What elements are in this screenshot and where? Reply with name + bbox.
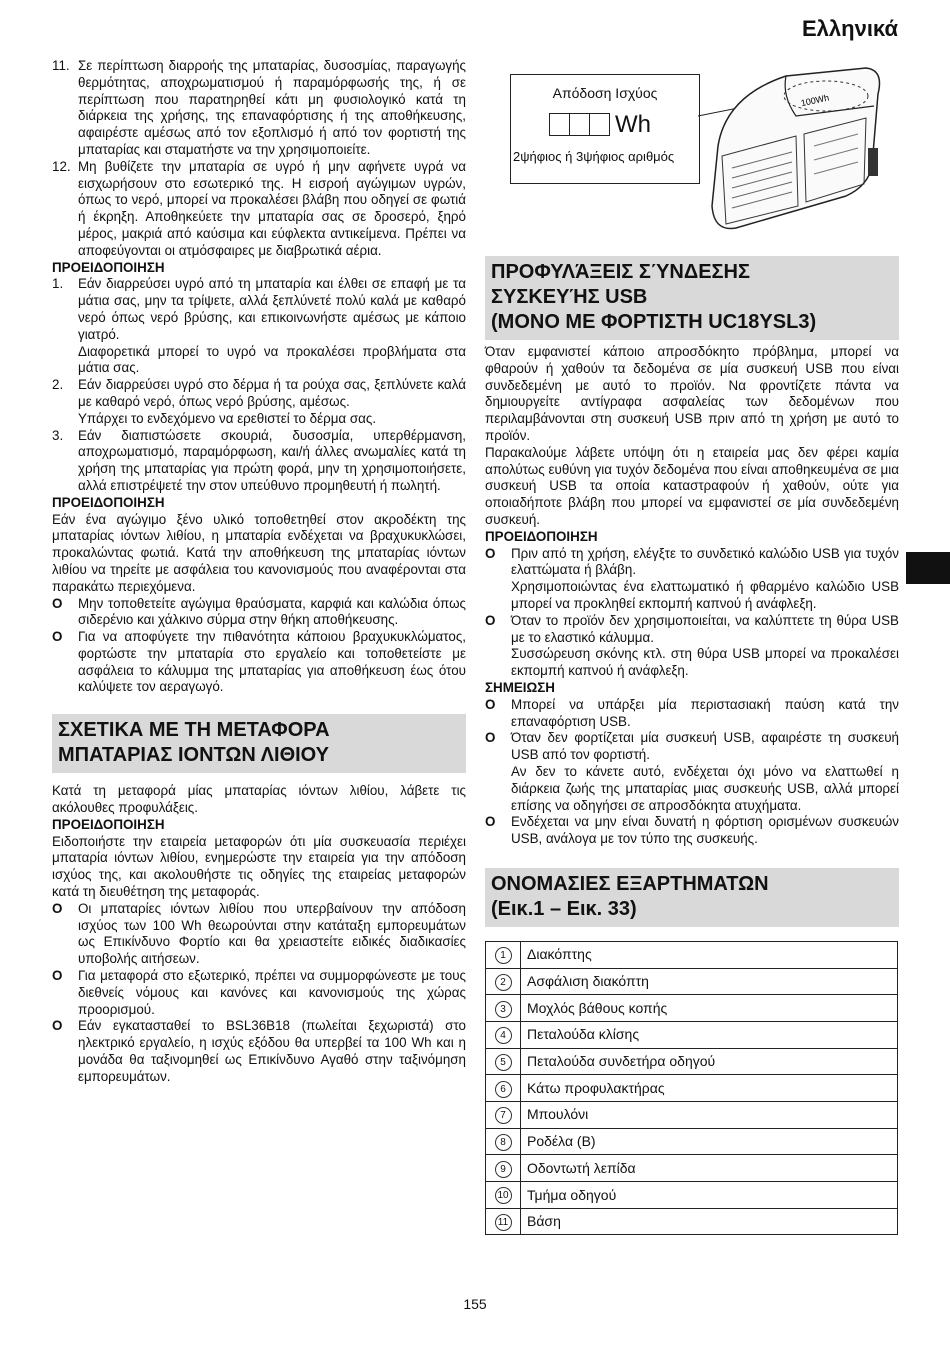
part-name: Πεταλούδα συνδετήρα οδηγού — [521, 1048, 898, 1075]
paragraph: Κατά τη μεταφορά μίας μπαταρίας ιόντων λιθίου, λάβετε τις ακόλουθες προφυλάξεις. — [52, 783, 466, 816]
section-heading-transport: ΣΧΕΤΙΚΑ ΜΕ ΤΗ ΜΕΤΑΦΟΡΑ ΜΠΑΤΑΡΙΑΣ ΙΟΝΤΩΝ ΛΙΘΙΟΥ — [52, 714, 466, 773]
battery-pack-illustration — [486, 56, 898, 246]
bullet-icon: O — [485, 612, 496, 628]
table-row — [486, 968, 898, 995]
item-text: Σε περίπτωση διαρροής της μπαταρίας, δυσοσμίας, παραγωγής θερμότητας, αποχρωματισμού ή παραμόρφωσής της, ή σε περίπτωση που παρατηρηθεί κάτι μη φυσιολογικό κατά τη διάρκεια της χρήσης, της επαναφόρτισης ή της αποθήκευσης, αφαιρέστε αμέσως από τον εξοπλισμό ή από τον φορτιστή της μπαταρίας και σταματήστε να την χρησιμοποιείτε. — [78, 58, 466, 157]
bullet-item: O Για μεταφορά στο εξωτερικό, πρέπει να συμμορφώνεστε με τους διεθνείς νόμους και κανόνες και κανονισμούς της χώρας προορισμού. — [52, 968, 466, 1017]
table-row — [486, 1182, 898, 1209]
part-number: 6 — [495, 1081, 512, 1098]
part-name: Μπουλόνι — [521, 1102, 898, 1129]
bullet-item: O Μην τοποθετείτε αγώγιμα θραύσματα, καρφιά και καλώδια όπως σιδερένιο και χάλκινο σύρμα στην θήκη αποθήκευσης. — [52, 595, 466, 628]
bullet-icon: O — [52, 1018, 63, 1034]
paragraph: Όταν εμφανιστεί κάποιο απροσδόκητο πρόβλημα, μπορεί να φθαρούν ή χαθούν τα δεδομένα σε μία συσκευή USB που είναι συνδεδεμένη με αυτό το προϊόν. Να φροντίζετε πάντα να δημιουργείτε αντίγραφα ασφαλείας των δεδομένων που περιλαμβάνονται στη συσκευή USB πριν από τη χρήση με αυτό το προϊόν. — [485, 344, 899, 443]
table-row — [486, 941, 898, 968]
list-item — [52, 428, 466, 495]
parts-table — [485, 941, 898, 1236]
part-number: 9 — [495, 1161, 512, 1178]
part-number: 10 — [495, 1187, 512, 1204]
paragraph: Παρακαλούμε λάβετε υπόψη ότι η εταιρεία μας δεν φέρει καμία απολύτως ευθύνη για τυχόν δεδομένα που είναι αποθηκευμένα σε μια συσκευή USB τα οποία καταστραφούν ή χαθούν, ούτε για οποιαδήποτε βλάβη που μπορεί να εμφανιστεί σε μία συνδεδεμένη συσκευή. — [485, 444, 899, 527]
bullet-icon: O — [52, 968, 63, 984]
warning-heading: ΠΡΟΕΙΔΟΠΟΙΗΣΗ — [52, 259, 165, 275]
table-row — [486, 1155, 898, 1182]
table-row — [486, 1102, 898, 1129]
bullet-icon: O — [52, 629, 63, 645]
item-number: 2. — [52, 377, 64, 393]
part-number: 4 — [495, 1027, 512, 1044]
bullet-icon: O — [485, 814, 496, 830]
table-row — [486, 1075, 898, 1102]
part-name: Κάτω προφυλακτήρας — [521, 1075, 898, 1102]
bullet-item: O Ενδέχεται να μην είναι δυνατή η φόρτιση ορισμένων συσκευών USB, ανάλογα με τον τύπο της συσκευής. — [485, 814, 899, 847]
table-row — [486, 995, 898, 1022]
bullet-icon: O — [485, 696, 496, 712]
bullet-item: O Πριν από τη χρήση, ελέγξτε το συνδετικό καλώδιο USB για τυχόν ελαττώματα ή βλάβη. Χρησιμοποιώντας ένα ελαττωματικό ή φθαρμένο καλώδιο USB μπορεί να προκληθεί εκπομπή καπνού ή ανάφλεξη. — [485, 545, 899, 611]
list-item — [52, 58, 466, 159]
item-number: 1. — [52, 276, 64, 292]
part-number: 11 — [495, 1214, 512, 1231]
bullet-icon: O — [485, 545, 496, 561]
paragraph: Ειδοποιήστε την εταιρεία μεταφορών ότι μία συσκευασία περιέχει μπαταρία ιόντων λιθίου, ενημερώστε την εταιρεία για την απόδοση ισχύος της, και ακολουθήστε τις οδηγίες της εταιρείας μεταφορών κατά τη διευθέτηση της μεταφοράς. — [52, 833, 466, 900]
item-number: 12. — [52, 158, 71, 174]
table-row — [486, 1208, 898, 1235]
section-tab-marker — [906, 552, 950, 584]
item-text: Εάν διαρρεύσει υγρό στο δέρμα ή τα ρούχα σας, ξεπλύνετε καλά με καθαρό νερό, όπως νερό βρύσης, αμέσως. Υπάρχει το ενδεχόμενο να ερεθιστεί το δέρμα σας. — [78, 377, 466, 426]
page-number: 155 — [463, 1296, 487, 1312]
part-name: Ροδέλα (B) — [521, 1128, 898, 1155]
unit-label: Wh — [615, 111, 651, 138]
part-name: Πεταλούδα κλίσης — [521, 1021, 898, 1048]
bullet-item: O Για να αποφύγετε την πιθανότητα κάποιου βραχυκυκλώματος, φορτώστε την μπαταρία στο εργαλείο και τοποθετείστε με ασφάλεια το κάλυμμα της μπαταρίας για αποθήκευση έως ότου καλύψετε τον αεραγωγό. — [52, 629, 466, 695]
bullet-icon: O — [485, 730, 496, 746]
item-text: Εάν διαπιστώσετε σκουριά, δυσοσμία, υπερθέρμανση, αποχρωματισμό, παραμόρφωση, και/ή άλλες ανωμαλίες κατά τη χρήση της μπαταρίας για πρώτη φορά, μην τη χρησιμοποιήσετε, αλλά επιστρέψετέ την στον υπεύθυνο προμηθευτή ή πωλητή. — [78, 427, 466, 493]
part-number: 8 — [495, 1134, 512, 1151]
list-item — [52, 159, 466, 260]
callout-label: Απόδοση Ισχύος — [552, 85, 658, 101]
table-row — [486, 1048, 898, 1075]
note-heading: ΣΗΜΕΙΩΣΗ — [485, 679, 555, 695]
section-heading-parts: ΟΝΟΜΑΣΙΕΣ ΕΞΑΡΤΗΜΑΤΩΝ (Εικ.1 – Εικ. 33) — [485, 868, 899, 927]
bullet-item: O Οι μπαταρίες ιόντων λιθίου που υπερβαίνουν την απόδοση ισχύος των 100 Wh θεωρούνται στην κατάταξη εμπορευμάτων ως Επικίνδυνο Φορτίο και θα χρειαστείτε ειδικές διαδικασίες υποβολής αιτήσεων. — [52, 900, 466, 967]
bullet-item: O Όταν δεν φορτίζεται μία συσκευή USB, αφαιρέστε τη συσκευή USB από τον φορτιστή. Αν δεν το κάνετε αυτό, ενδέχεται όχι μόνο να ελαττωθεί η διάρκεια ζωής της μπαταρίας μιας συσκευής USB, αλλά μπορεί επίσης να οδηγήσει σε απροσδόκητα ατυχήματα. — [485, 730, 899, 813]
right-column — [485, 344, 899, 1235]
list-item — [52, 377, 466, 427]
list-item — [52, 276, 466, 377]
part-number: 1 — [495, 947, 512, 964]
part-name: Τμήμα οδηγού — [521, 1182, 898, 1209]
item-text: Μη βυθίζετε την μπαταρία σε υγρό ή μην αφήνετε υγρά να εισχωρήσουν στο εσωτερικό της. Η εισροή αγώγιμων υγρών, όπως το νερό, μπορεί να προκαλέσει βλάβη που οδηγεί σε φωτιά ή έκρηξη. Αποθηκεύετε την μπαταρία σας σε δροσερό, ξηρό μέρος, μακριά από καύσιμα και εύφλεκτα αντικείμενα. Πρέπει να αποφεύγονται οι ατμόσφαιρες με διαβρωτικά αέρια. — [78, 158, 466, 258]
warning-heading: ΠΡΟΕΙΔΟΠΟΙΗΣΗ — [52, 816, 165, 832]
part-number: 7 — [495, 1107, 512, 1124]
battery-mark: 100Wh — [799, 92, 830, 109]
item-number: 11. — [52, 58, 70, 73]
bullet-item: O Όταν το προϊόν δεν χρησιμοποιείται, να καλύπτετε τη θύρα USB με το ελαστικό κάλυμμα. Συσσώρευση σκόνης κτλ. στη θύρα USB μπορεί να προκαλέσει εκπομπή καπνού ή ανάφλεξη. — [485, 612, 899, 679]
bullet-icon: O — [52, 595, 63, 611]
warning-heading: ΠΡΟΕΙΔΟΠΟΙΗΣΗ — [52, 494, 165, 510]
part-number: 5 — [495, 1054, 512, 1071]
item-text: Εάν διαρρεύσει υγρό από τη μπαταρία και έλθει σε επαφή με τα μάτια σας, μην τα τρίψετε, αλλά ξεπλύνετέ πολύ καλά με καθαρό νερό όπως νερό βρύσης, και επικοινωνήστε αμέσως με κάποιο γιατρό. Διαφορετικά μπορεί το υγρό να προκαλέσει προβλήματα στα μάτια σας. — [78, 276, 466, 376]
part-name: Μοχλός βάθους κοπής — [521, 995, 898, 1022]
table-row — [486, 1128, 898, 1155]
part-name: Ασφάλιση διακόπτη — [521, 968, 898, 995]
section-heading-usb: ΠΡΟΦΥΛΆΞΕΙΣ ΣΎΝΔΕΣΗΣ ΣΥΣΚΕΥΉΣ USB (ΜΟΝΟ ΜΕ ΦΟΡΤΙΣΤΗ UC18YSL3) — [485, 256, 899, 340]
table-row — [486, 1021, 898, 1048]
callout-note: 2ψήφιος ή 3ψήφιος αριθμός — [513, 149, 675, 164]
left-column — [52, 58, 466, 1086]
bullet-item: O Μπορεί να υπάρξει μία περιστασιακή παύση κατά την επαναφόρτιση USB. — [485, 696, 899, 729]
part-number: 3 — [495, 1001, 512, 1018]
part-number: 2 — [495, 974, 512, 991]
battery-figure — [486, 56, 898, 246]
part-name: Βάση — [521, 1208, 898, 1235]
warning-heading: ΠΡΟΕΙΔΟΠΟΙΗΣΗ — [485, 528, 598, 544]
paragraph: Εάν ένα αγώγιμο ξένο υλικό τοποθετηθεί στον ακροδέκτη της μπαταρίας ιόντων λιθίου, η μπαταρία ενδέχεται να βραχυκυκλώσει, προκαλώντας φωτιά. Κατά την αποθήκευση της μπαταρίας ιόντων λιθίου να τηρείτε με ασφάλεια του κανονισμούς που αναφέρονται στα παρακάτω περιεχόμενα. — [52, 511, 466, 594]
part-name: Διακόπτης — [521, 941, 898, 968]
part-name: Οδοντωτή λεπίδα — [521, 1155, 898, 1182]
bullet-item: O Εάν εγκατασταθεί το BSL36B18 (πωλείται ξεχωριστά) στο ηλεκτρικό εργαλείο, η ισχύς εξόδου θα υπερβεί τα 100 Wh και η μονάδα θα ταξινομηθεί ως Επικίνδυνο Αγαθό στην ταξινόμηση εμπορευμάτων. — [52, 1018, 466, 1084]
item-number: 3. — [52, 427, 64, 443]
language-label: Ελληνικά — [802, 16, 898, 41]
bullet-icon: O — [52, 900, 63, 916]
